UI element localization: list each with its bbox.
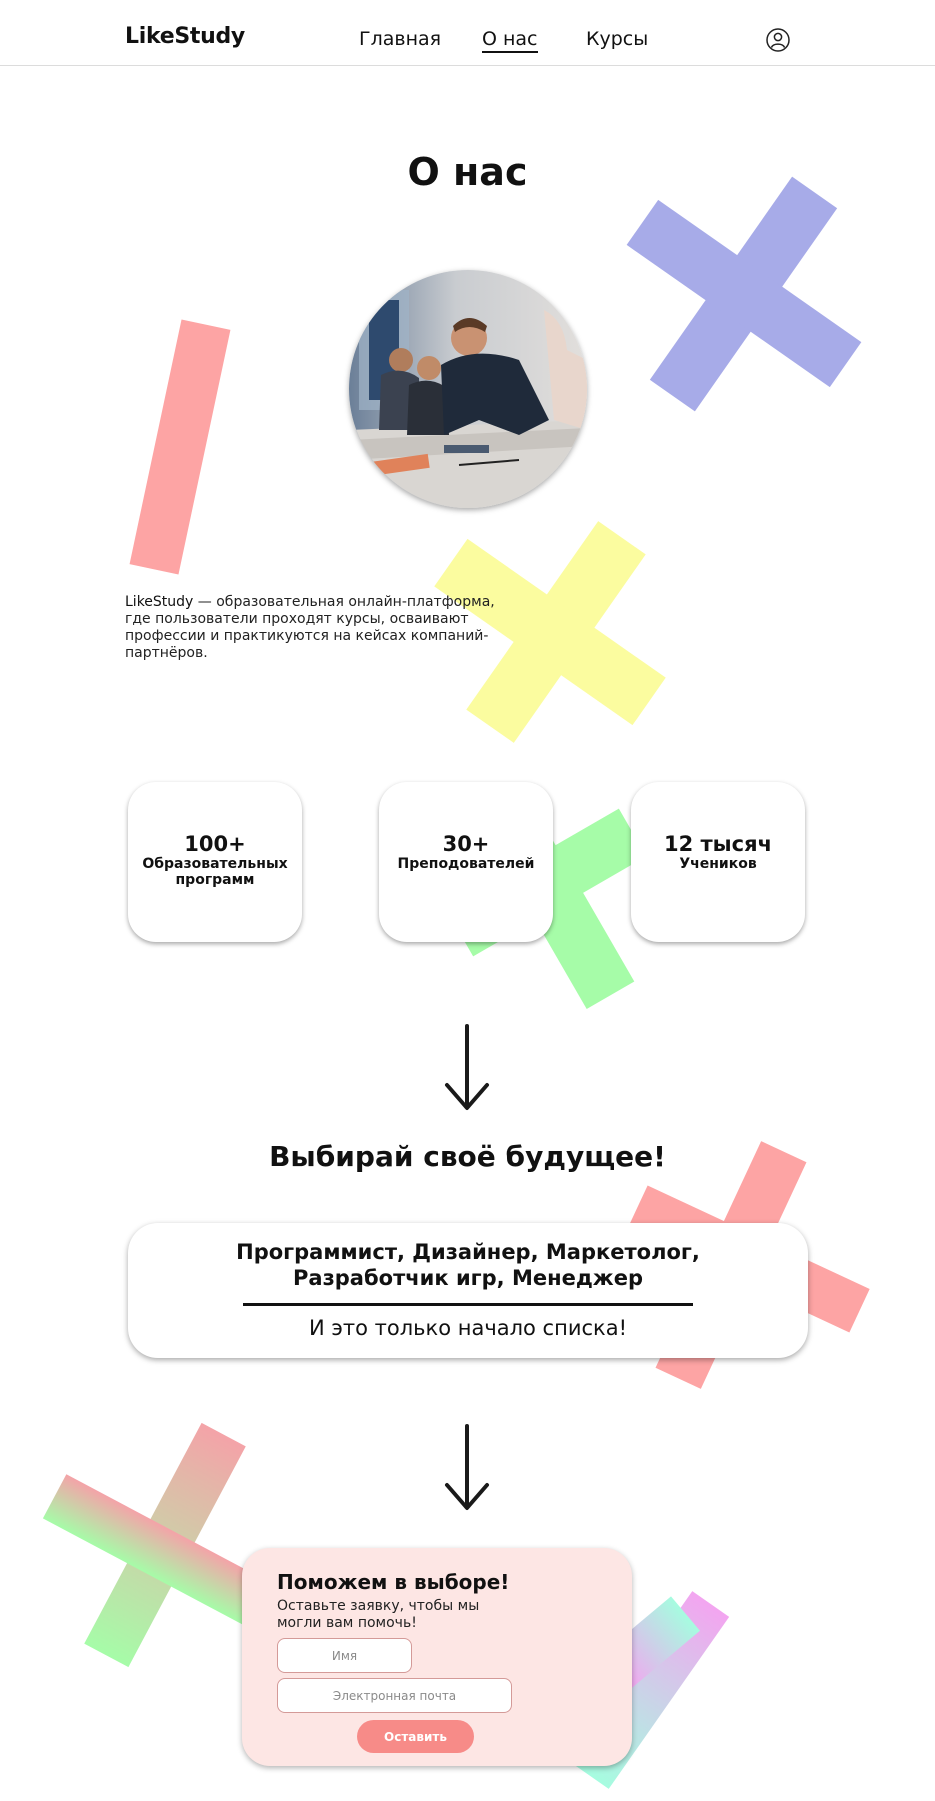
team-photo-illustration: [349, 270, 587, 508]
intro-brand: LikeStudy: [125, 594, 194, 610]
submit-button[interactable]: Оставить: [357, 1720, 474, 1753]
name-input[interactable]: [277, 1638, 412, 1673]
decor-pink-bar: [130, 320, 231, 575]
professions-divider: [243, 1303, 693, 1306]
user-icon[interactable]: [766, 28, 790, 52]
intro-text: [125, 594, 510, 662]
arrow-down-icon: [442, 1022, 492, 1112]
nav-home[interactable]: Главная: [359, 28, 442, 50]
future-heading: Выбирай своё будущее!: [269, 1140, 666, 1173]
form-title: Поможем в выборе!: [277, 1570, 510, 1594]
form-subtitle: Оставьте заявку, чтобы мы могли вам помочь!: [277, 1598, 480, 1631]
stat-value: 12 тысяч: [663, 832, 773, 856]
professions-card: [128, 1223, 808, 1358]
arrow-down-icon: [442, 1422, 492, 1512]
stat-card-students: [631, 782, 805, 942]
nav-about[interactable]: О нас: [482, 28, 538, 53]
intro-description: — образовательная онлайн-платформа, где пользователи проходят курсы, осваивают профессии и практикуются на кейсах компаний-партнёров.: [125, 594, 495, 661]
help-form: [242, 1548, 632, 1766]
stat-value: 100+: [184, 832, 246, 856]
decor-purple-cross-bar2: [627, 200, 862, 387]
page-title: О нас: [407, 150, 528, 194]
stat-label: Учеников: [679, 856, 757, 872]
email-input[interactable]: [277, 1678, 512, 1713]
nav-courses[interactable]: Курсы: [586, 28, 649, 50]
stat-value: 30+: [442, 832, 490, 856]
stat-label: Преподователей: [397, 856, 535, 872]
logo[interactable]: LikeStudy: [125, 24, 245, 49]
professions-note: И это только начало списка!: [308, 1316, 627, 1340]
stat-card-teachers: [379, 782, 553, 942]
team-photo: [349, 270, 587, 508]
professions-list: Программист, Дизайнер, Маркетолог, Разработчик игр, Менеджер: [236, 1240, 700, 1290]
stat-label: Образовательных программ: [142, 856, 288, 888]
stat-card-programs: [128, 782, 302, 942]
header: [0, 0, 935, 66]
